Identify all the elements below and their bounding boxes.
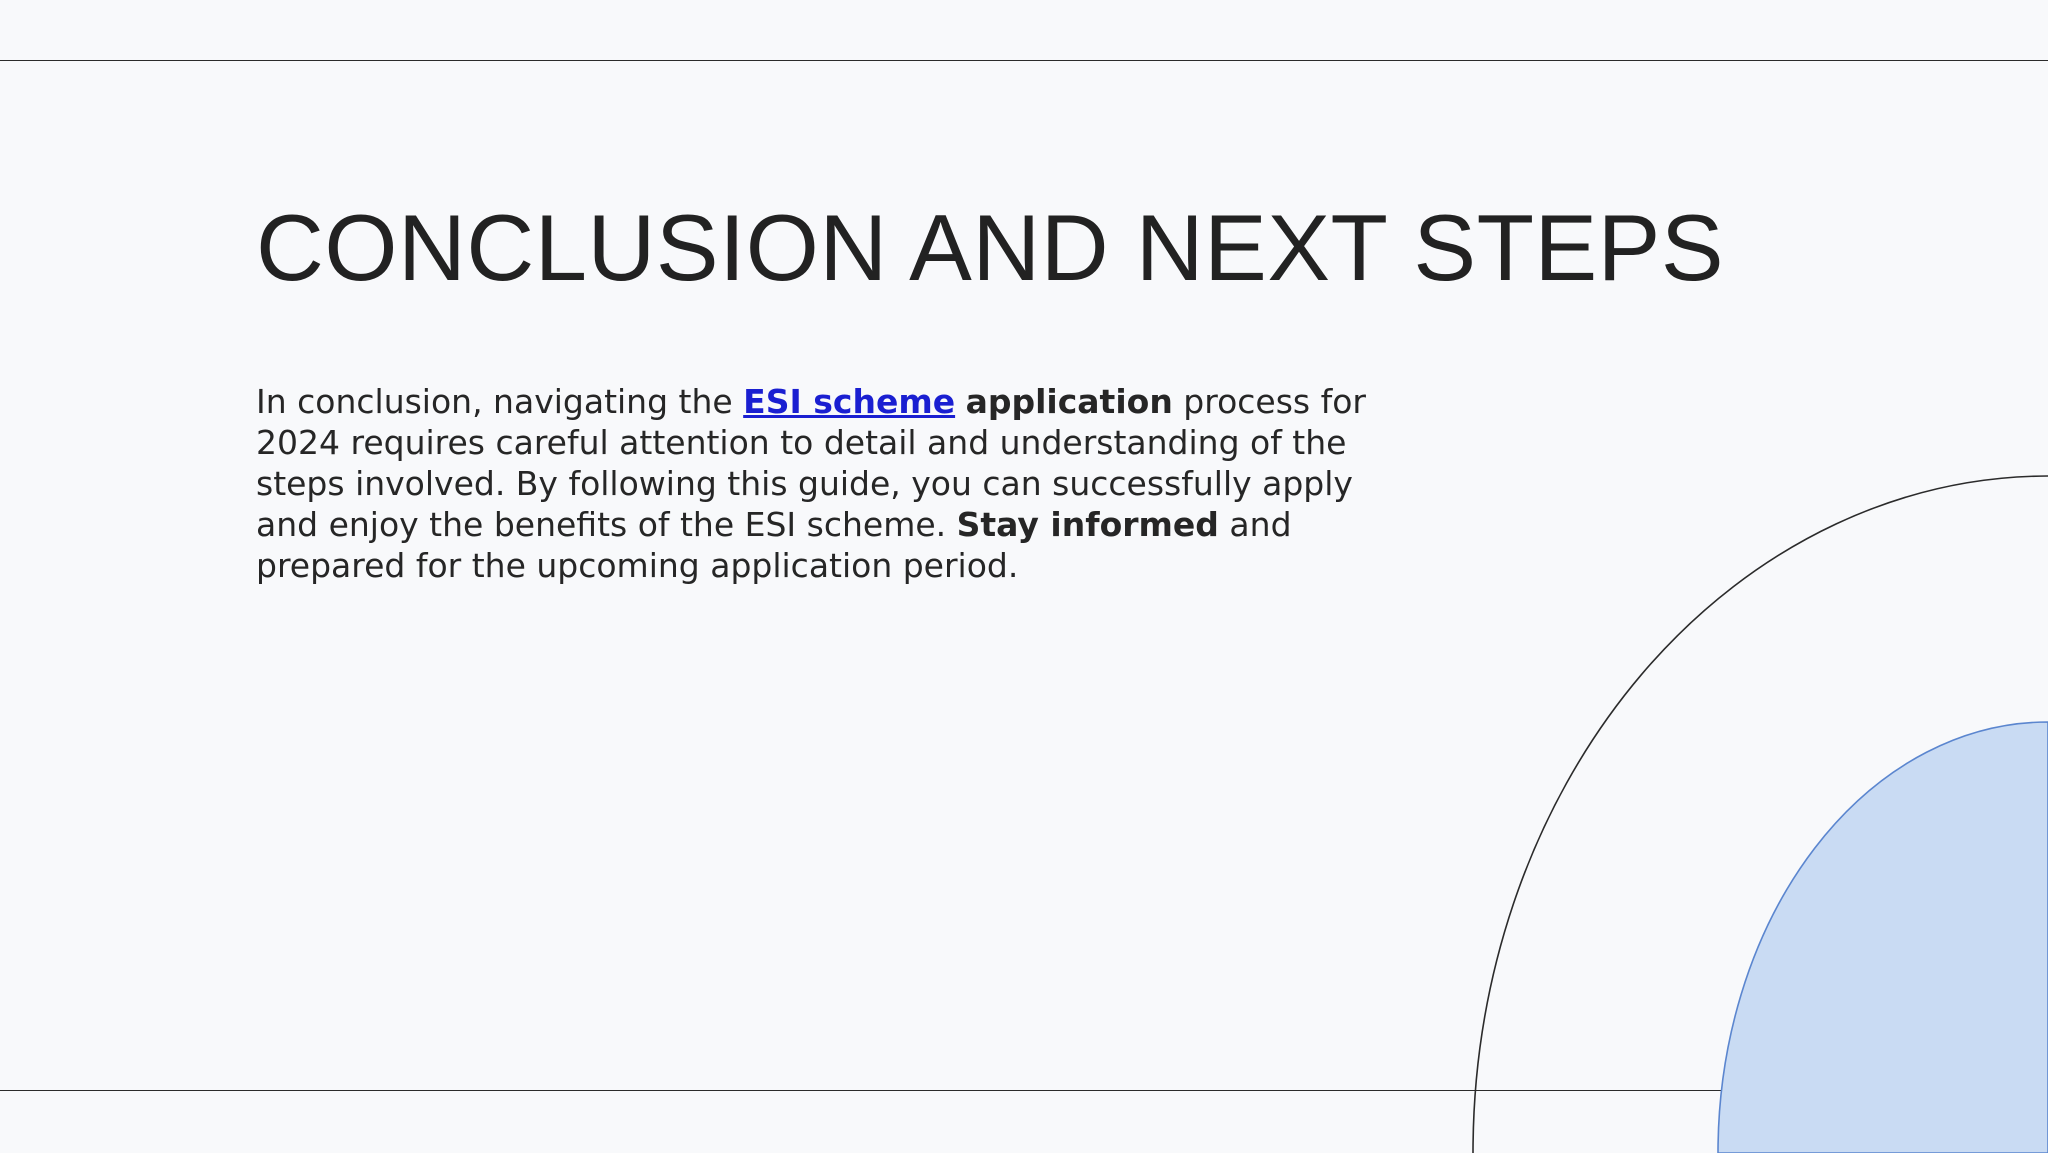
- esi-scheme-link[interactable]: ESI scheme: [743, 382, 956, 421]
- conclusion-paragraph: [256, 381, 1396, 586]
- paragraph-text-2: [955, 382, 966, 421]
- bold-application: application: [965, 382, 1173, 421]
- inner-quarter-circle: [1718, 722, 2048, 1153]
- paragraph-text-1: In conclusion, navigating the: [256, 382, 744, 421]
- paragraph-text-3: process for 2024 requires careful attention to detail and understanding of the steps involved. By following this guide, you can successfully apply and enjoy the benefits of the ESI scheme.: [256, 382, 1366, 544]
- bold-stay-informed: Stay informed: [956, 505, 1219, 544]
- paragraph-text-4: and prepared for the upcoming application period.: [256, 505, 1292, 585]
- slide-title: CONCLUSION AND NEXT STEPS: [256, 195, 1725, 300]
